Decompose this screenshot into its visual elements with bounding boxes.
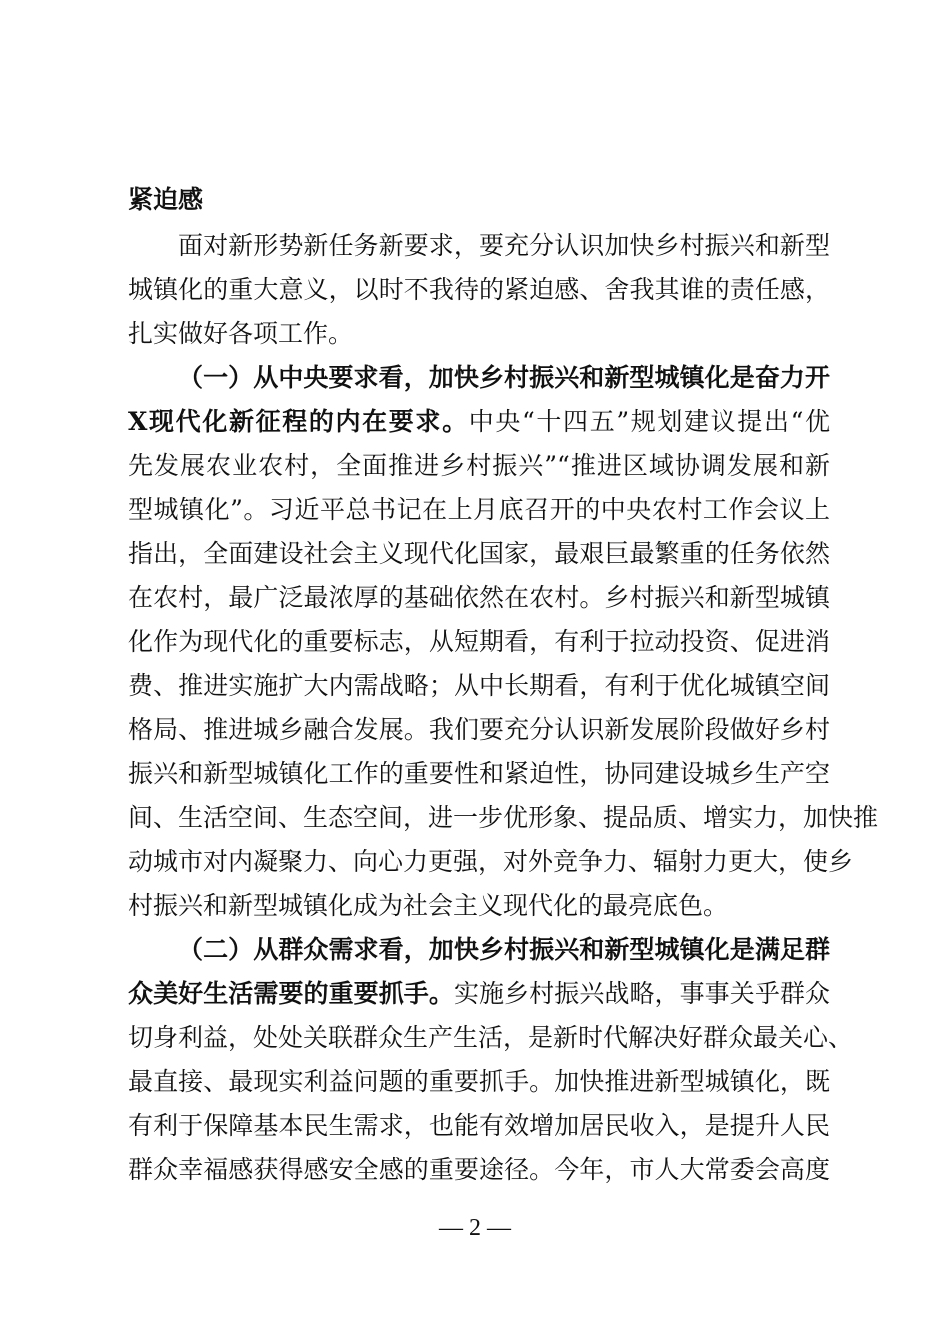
paragraph-2-line: 格局、推进城乡融合发展。我们要充分认识新发展阶段做好乡村 bbox=[128, 715, 830, 744]
paragraph-3-line: 有利于保障基本民生需求，也能有效增加居民收入，是提升人民 bbox=[128, 1111, 830, 1140]
section-heading: 紧迫感 bbox=[128, 185, 204, 214]
paragraph-1-line-3: 扎实做好各项工作。 bbox=[128, 319, 354, 348]
paragraph-2-bold-lead-2: X现代化新征程的内在要求。 bbox=[128, 407, 469, 436]
paragraph-2-line: 先发展农业农村，全面推进乡村振兴”“推进区域协调发展和新 bbox=[128, 451, 830, 480]
paragraph-2-line: 动城市对内凝聚力、向心力更强，对外竞争力、辐射力更大，使乡 bbox=[128, 847, 854, 876]
paragraph-3-bold-lead-2: 众美好生活需要的重要抓手。 bbox=[128, 979, 454, 1008]
page-number: — 2 — bbox=[439, 1215, 511, 1241]
paragraph-2-line: 型城镇化”。习近平总书记在上月底召开的中央农村工作会议上 bbox=[128, 495, 830, 524]
paragraph-2-line: 费、推进实施扩大内需战略；从中长期看，有利于优化城镇空间 bbox=[128, 671, 830, 700]
paragraph-2-line: 指出，全面建设社会主义现代化国家，最艰巨最繁重的任务依然 bbox=[128, 539, 830, 568]
paragraph-2-line-2-rest: 中央“十四五”规划建议提出“优 bbox=[468, 407, 831, 436]
paragraph-2-line: 间、生活空间、生态空间，进一步优形象、提品质、增实力，加快推 bbox=[128, 803, 879, 832]
paragraph-2-line: 村振兴和新型城镇化成为社会主义现代化的最亮底色。 bbox=[128, 891, 729, 920]
paragraph-3-line: 最直接、最现实利益问题的重要抓手。加快推进新型城镇化，既 bbox=[128, 1067, 830, 1096]
paragraph-2-line-2 bbox=[128, 400, 830, 444]
paragraph-2-bold-lead-1: （一）从中央要求看，加快乡村振兴和新型城镇化是奋力开 bbox=[178, 363, 830, 392]
paragraph-2-line: 振兴和新型城镇化工作的重要性和紧迫性，协同建设城乡生产空 bbox=[128, 759, 830, 788]
paragraph-1-line-2: 城镇化的重大意义，以时不我待的紧迫感、舍我其谁的责任感， bbox=[128, 275, 830, 304]
paragraph-3-line: 切身利益，处处关联群众生产生活，是新时代解决好群众最关心、 bbox=[128, 1023, 854, 1052]
paragraph-1-line-1: 面对新形势新任务新要求，要充分认识加快乡村振兴和新型 bbox=[178, 231, 830, 260]
paragraph-2-line: 在农村，最广泛最浓厚的基础依然在农村。乡村振兴和新型城镇 bbox=[128, 583, 830, 612]
paragraph-2-line: 化作为现代化的重要标志，从短期看，有利于拉动投资、促进消 bbox=[128, 627, 830, 656]
paragraph-3-bold-lead-1: （二）从群众需求看，加快乡村振兴和新型城镇化是满足群 bbox=[178, 935, 830, 964]
paragraph-3-line-2 bbox=[128, 972, 830, 1016]
paragraph-3-line-2-rest: 实施乡村振兴战略，事事关乎群众 bbox=[453, 979, 830, 1008]
paragraph-3-line: 群众幸福感获得感安全感的重要途径。今年，市人大常委会高度 bbox=[128, 1155, 830, 1184]
